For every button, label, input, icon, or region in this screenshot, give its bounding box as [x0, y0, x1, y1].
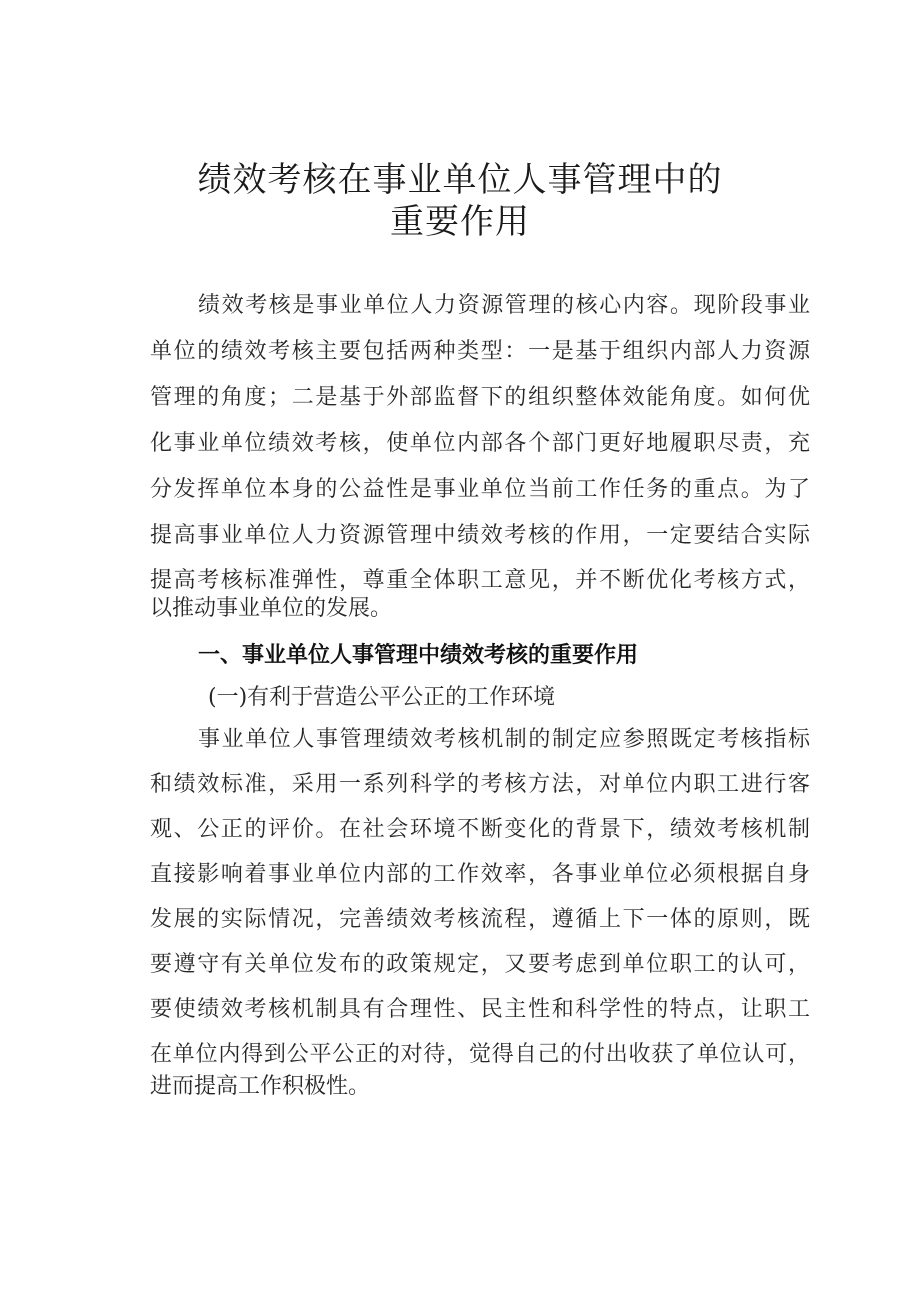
intro-line: 绩效考核是事业单位人力资源管理的核心内容。现阶段事业: [198, 293, 810, 318]
body-line: 发展的实际情况，完善绩效考核流程，遵循上下一体的原则，既: [150, 907, 810, 932]
intro-line: 以推动事业单位的发展。: [150, 596, 393, 621]
section-subheading: (一)有利于营造公平公正的工作环境: [208, 685, 556, 710]
body-line: 直接影响着事业单位内部的工作效率，各事业单位必须根据自身: [150, 862, 810, 887]
document-title-line-2: 重要作用: [390, 202, 530, 242]
body-line: 和绩效标准，采用一系列科学的考核方法，对单位内职工进行客: [150, 772, 810, 797]
body-line: 事业单位人事管理绩效考核机制的制定应参照既定考核指标: [198, 727, 810, 752]
body-line: 进而提高工作积极性。: [150, 1074, 371, 1099]
intro-line: 分发挥单位本身的公益性是事业单位当前工作任务的重点。为了: [150, 477, 810, 502]
intro-line: 单位的绩效考核主要包括两种类型：一是基于组织内部人力资源: [150, 339, 810, 364]
body-line: 要使绩效考核机制具有合理性、民主性和科学性的特点，让职工: [150, 997, 810, 1022]
body-line: 要遵守有关单位发布的政策规定，又要考虑到单位职工的认可，: [150, 952, 810, 977]
intro-line: 化事业单位绩效考核，使单位内部各个部门更好地履职尽责，充: [150, 431, 810, 456]
body-line: 观、公正的评价。在社会环境不断变化的背景下，绩效考核机制: [150, 817, 810, 842]
document-title-line-1: 绩效考核在事业单位人事管理中的: [197, 160, 723, 200]
section-heading: 一、事业单位人事管理中绩效考核的重要作用: [198, 643, 639, 668]
body-line: 在单位内得到公平公正的对待，觉得自己的付出收获了单位认可，: [150, 1042, 810, 1067]
intro-line: 提高考核标准弹性，尊重全体职工意见，并不断优化考核方式，: [150, 568, 810, 593]
intro-line: 提高事业单位人力资源管理中绩效考核的作用，一定要结合实际: [150, 523, 810, 548]
intro-line: 管理的角度；二是基于外部监督下的组织整体效能角度。如何优: [150, 385, 810, 410]
